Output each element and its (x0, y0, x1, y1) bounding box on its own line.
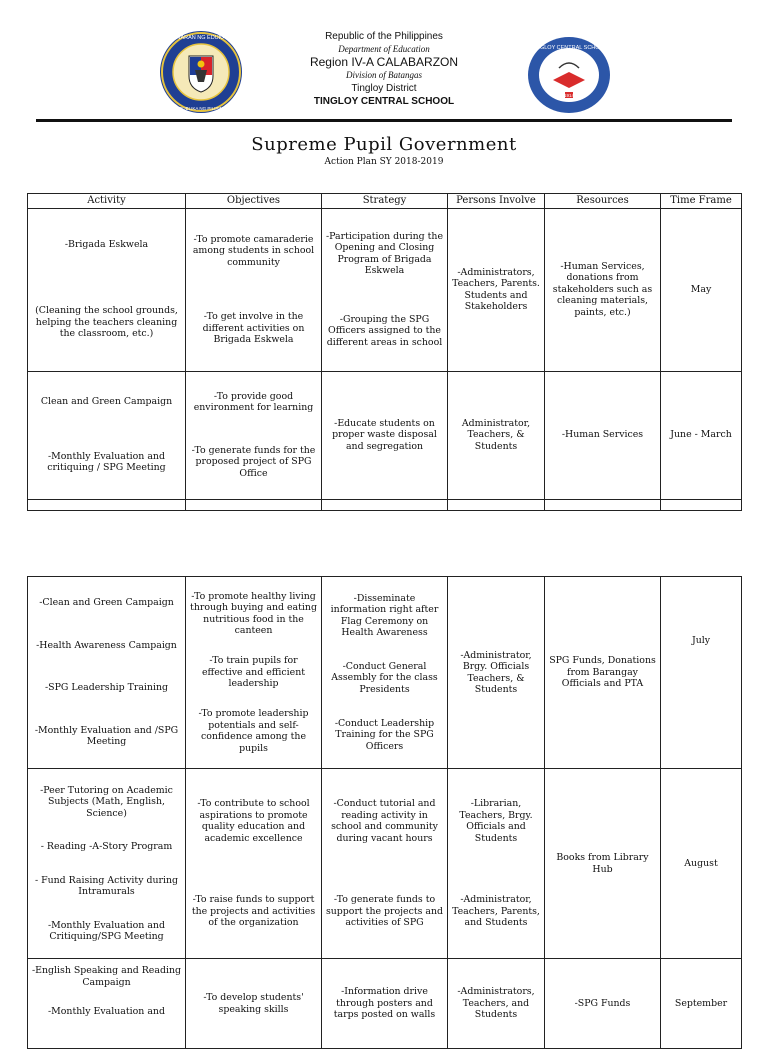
strategy-text: -Disseminate information right after Flag Ceremony on Health Awareness (330, 592, 439, 639)
activity-text: -Brigada Eskwela (64, 239, 149, 251)
table-header-row (28, 194, 742, 209)
activity-text: - Reading -A-Story Program (40, 841, 173, 852)
table-row (28, 208, 742, 371)
strategy-text: -Conduct General Assembly for the class Presidents (331, 660, 438, 695)
activity-text: -Health Awareness Campaign (36, 639, 177, 651)
persons-text: -Administrator, Teachers, Parents, and Students (452, 894, 540, 929)
time-frame-cell: August (661, 769, 742, 959)
column-header-resources: Resources (545, 194, 661, 209)
department-line: Department of Education (338, 44, 430, 54)
table-row-empty (28, 499, 742, 510)
activity-text: -Monthly Evaluation and (48, 1006, 165, 1017)
activity-text: - Fund Raising Activity during Intramurals (34, 874, 179, 897)
strategy-cell: -Educate students on proper waste disposal and segregation (322, 371, 448, 499)
objective-text: -To train pupils for effective and efficient leadership (201, 655, 305, 690)
activity-text: Clean and Green Campaign (40, 396, 173, 408)
objectives-cell (186, 769, 322, 959)
column-header-activity: Activity (28, 194, 186, 209)
header-divider (36, 119, 732, 122)
empty-cell (322, 499, 448, 510)
table-row (28, 769, 742, 959)
document-title: Supreme Pupil Government (251, 134, 517, 155)
objective-text: -To provide good environment for learning (193, 390, 314, 414)
column-header-strategy: Strategy (322, 194, 448, 209)
objective-text: -To contribute to school aspirations to promote quality education and academic excellence (197, 798, 310, 844)
objective-text: -To promote leadership potentials and self-confidence among the pupils (198, 708, 309, 754)
strategy-text: -Conduct tutorial and reading activity in school and community during vacant hours (331, 798, 438, 844)
document-subtitle: Action Plan SY 2018-2019 (324, 157, 444, 167)
objectives-cell (186, 208, 322, 371)
objective-text: -To promote camaraderie among students in school community (192, 233, 315, 268)
persons-cell: -Administrator, Brgy. Officials Teachers, & Students (448, 577, 545, 769)
strategy-text: -Participation during the Opening and Closing Program of Brigada Eskwela (325, 230, 444, 277)
activity-text: -SPG Leadership Training (45, 682, 168, 694)
objectives-cell (186, 371, 322, 499)
persons-cell: Administrator, Teachers, & Students (448, 371, 545, 499)
right-seal-text: TINGLOY CENTRAL SCHOOL (531, 45, 607, 51)
objectives-cell (186, 577, 322, 769)
empty-cell (186, 499, 322, 510)
activity-text: -Monthly Evaluation and critiquing / SPG Meeting (47, 450, 166, 474)
deped-seal-logo (159, 30, 243, 114)
activity-text: -Peer Tutoring on Academic Subjects (Math, English, Science) (40, 784, 173, 819)
objective-text: -To promote healthy living through buying and eating nutritious food in the canteen (190, 590, 317, 637)
table-row (28, 959, 742, 1049)
table-row (28, 371, 742, 499)
right-seal-year: 1914 (563, 93, 575, 98)
school-name: TINGLOY CENTRAL SCHOOL (313, 96, 455, 107)
persons-cell (448, 769, 545, 959)
activity-text: -Monthly Evaluation and Critiquing/SPG Meeting (48, 919, 165, 942)
region-line: Region IV-A CALABARZON (309, 55, 459, 69)
activity-text: -Monthly Evaluation and /SPG Meeting (34, 724, 179, 748)
persons-cell: -Administrators, Teachers, and Students (448, 959, 545, 1049)
district-line: Tingloy District (351, 83, 417, 94)
strategy-cell (322, 208, 448, 371)
column-header-time-frame: Time Frame (661, 194, 742, 209)
objectives-cell: -To develop students' speaking skills (186, 959, 322, 1049)
activity-cell (28, 959, 186, 1049)
empty-cell (545, 499, 661, 510)
activity-cell (28, 769, 186, 959)
action-plan-table-bottom (27, 576, 742, 1049)
objective-text: -To raise funds to support the projects and activities of the organization (191, 894, 316, 929)
objective-text: -To generate funds for the proposed project of SPG Office (191, 444, 316, 479)
division-line: Division of Batangas (346, 70, 422, 80)
persons-cell: -Administrators, Teachers, Parents. Students and Stakeholders (448, 208, 545, 371)
strategy-cell (322, 577, 448, 769)
school-seal-logo (527, 36, 611, 114)
resources-cell: -Human Services (545, 371, 661, 499)
action-plan-table-top (27, 193, 742, 511)
time-frame-cell: May (661, 208, 742, 371)
objective-text: -To get involve in the different activities on Brigada Eskwela (202, 311, 305, 345)
activity-text: -Clean and Green Campaign (39, 597, 174, 609)
left-seal-top-text: KAGAWARAN NG EDUKASYON (160, 35, 242, 41)
strategy-text: -Grouping the SPG Officers assigned to the different areas in school (326, 313, 443, 348)
column-header-objectives: Objectives (186, 194, 322, 209)
strategy-text: -Conduct Leadership Training for the SPG Officers (334, 717, 435, 752)
empty-cell (661, 499, 742, 510)
republic-line: Republic of the Philippines (325, 31, 443, 42)
left-seal-bottom-text: REPUBLIKA NG PILIPINAS (173, 106, 229, 111)
time-frame-cell: July (661, 577, 742, 769)
resources-cell: -Human Services, donations from stakeholders such as cleaning materials, paints, etc.) (545, 208, 661, 371)
activity-text: (Cleaning the school grounds, helping the teachers cleaning the classroom, etc.) (35, 305, 178, 340)
table-row (28, 577, 742, 769)
activity-text: -English Speaking and Reading Campaign (32, 965, 181, 988)
strategy-cell: -Information drive through posters and tarps posted on walls (322, 959, 448, 1049)
time-frame-cell: June - March (661, 371, 742, 499)
empty-cell (448, 499, 545, 510)
column-header-persons: Persons Involve (448, 194, 545, 209)
strategy-cell (322, 769, 448, 959)
letterhead (250, 30, 518, 108)
strategy-text: -To generate funds to support the projects and activities of SPG (325, 894, 444, 929)
resources-cell: SPG Funds, Donations from Barangay Officials and PTA (545, 577, 661, 769)
empty-cell (28, 499, 186, 510)
time-frame-cell: September (661, 959, 742, 1049)
activity-cell (28, 208, 186, 371)
activity-cell (28, 371, 186, 499)
persons-text: -Librarian, Teachers, Brgy. Officials and Students (459, 798, 533, 844)
resources-cell: Books from Library Hub (545, 769, 661, 959)
resources-cell: -SPG Funds (545, 959, 661, 1049)
activity-cell (28, 577, 186, 769)
